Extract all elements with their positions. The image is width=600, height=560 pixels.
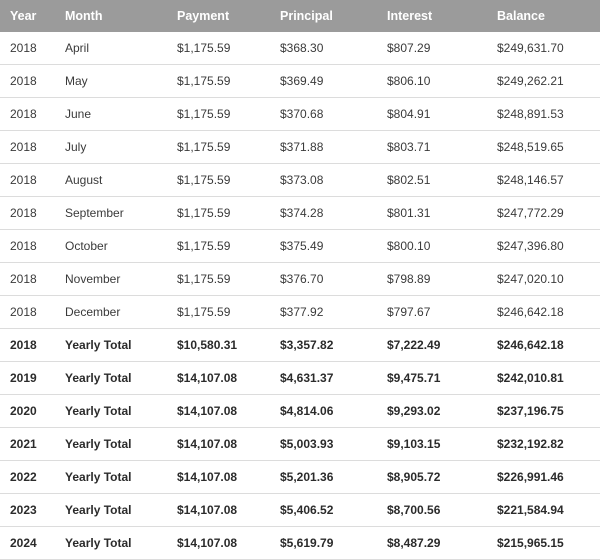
cell-month: Yearly Total <box>55 428 167 461</box>
cell-balance: $247,020.10 <box>487 263 600 296</box>
cell-principal: $5,003.93 <box>270 428 377 461</box>
cell-month: May <box>55 65 167 98</box>
cell-year: 2021 <box>0 428 55 461</box>
cell-principal: $4,631.37 <box>270 362 377 395</box>
cell-month: Yearly Total <box>55 527 167 560</box>
cell-year: 2018 <box>0 197 55 230</box>
table-row <box>0 527 600 560</box>
cell-interest: $800.10 <box>377 230 487 263</box>
cell-payment: $10,580.31 <box>167 329 270 362</box>
cell-principal: $5,619.79 <box>270 527 377 560</box>
cell-month: July <box>55 131 167 164</box>
table-row <box>0 131 600 164</box>
column-header-principal[interactable]: Principal <box>270 0 377 32</box>
cell-balance: $232,192.82 <box>487 428 600 461</box>
cell-balance: $249,262.21 <box>487 65 600 98</box>
cell-interest: $803.71 <box>377 131 487 164</box>
cell-payment: $1,175.59 <box>167 164 270 197</box>
cell-interest: $804.91 <box>377 98 487 131</box>
cell-principal: $375.49 <box>270 230 377 263</box>
cell-year: 2018 <box>0 32 55 65</box>
cell-interest: $7,222.49 <box>377 329 487 362</box>
column-header-balance[interactable]: Balance <box>487 0 600 32</box>
table-row <box>0 461 600 494</box>
cell-balance: $226,991.46 <box>487 461 600 494</box>
table-row <box>0 494 600 527</box>
cell-balance: $249,631.70 <box>487 32 600 65</box>
cell-month: August <box>55 164 167 197</box>
cell-balance: $246,642.18 <box>487 296 600 329</box>
cell-month: November <box>55 263 167 296</box>
cell-payment: $1,175.59 <box>167 98 270 131</box>
cell-principal: $370.68 <box>270 98 377 131</box>
table-header-row <box>0 0 600 32</box>
cell-payment: $14,107.08 <box>167 395 270 428</box>
cell-year: 2018 <box>0 98 55 131</box>
cell-interest: $8,487.29 <box>377 527 487 560</box>
cell-month: October <box>55 230 167 263</box>
cell-month: Yearly Total <box>55 395 167 428</box>
table-row <box>0 32 600 65</box>
cell-month: December <box>55 296 167 329</box>
table-row <box>0 329 600 362</box>
cell-month: June <box>55 98 167 131</box>
column-header-payment[interactable]: Payment <box>167 0 270 32</box>
cell-balance: $221,584.94 <box>487 494 600 527</box>
cell-interest: $9,293.02 <box>377 395 487 428</box>
table-row <box>0 98 600 131</box>
cell-balance: $242,010.81 <box>487 362 600 395</box>
cell-payment: $14,107.08 <box>167 494 270 527</box>
cell-balance: $246,642.18 <box>487 329 600 362</box>
cell-payment: $1,175.59 <box>167 131 270 164</box>
cell-interest: $806.10 <box>377 65 487 98</box>
table-row <box>0 428 600 461</box>
table-row <box>0 296 600 329</box>
cell-month: Yearly Total <box>55 329 167 362</box>
cell-payment: $14,107.08 <box>167 527 270 560</box>
cell-balance: $215,965.15 <box>487 527 600 560</box>
table-row <box>0 362 600 395</box>
cell-principal: $374.28 <box>270 197 377 230</box>
cell-principal: $373.08 <box>270 164 377 197</box>
column-header-month[interactable]: Month <box>55 0 167 32</box>
cell-interest: $8,700.56 <box>377 494 487 527</box>
cell-interest: $8,905.72 <box>377 461 487 494</box>
cell-payment: $14,107.08 <box>167 362 270 395</box>
cell-year: 2018 <box>0 164 55 197</box>
cell-principal: $369.49 <box>270 65 377 98</box>
cell-principal: $4,814.06 <box>270 395 377 428</box>
cell-interest: $798.89 <box>377 263 487 296</box>
cell-year: 2024 <box>0 527 55 560</box>
cell-year: 2023 <box>0 494 55 527</box>
cell-interest: $9,103.15 <box>377 428 487 461</box>
cell-balance: $248,891.53 <box>487 98 600 131</box>
cell-payment: $1,175.59 <box>167 65 270 98</box>
cell-payment: $1,175.59 <box>167 263 270 296</box>
table-row <box>0 395 600 428</box>
cell-year: 2019 <box>0 362 55 395</box>
table-row <box>0 65 600 98</box>
cell-year: 2020 <box>0 395 55 428</box>
cell-year: 2018 <box>0 296 55 329</box>
cell-balance: $247,396.80 <box>487 230 600 263</box>
cell-principal: $377.92 <box>270 296 377 329</box>
table-row <box>0 230 600 263</box>
cell-interest: $802.51 <box>377 164 487 197</box>
cell-year: 2018 <box>0 230 55 263</box>
cell-balance: $247,772.29 <box>487 197 600 230</box>
cell-principal: $371.88 <box>270 131 377 164</box>
cell-year: 2018 <box>0 263 55 296</box>
cell-payment: $1,175.59 <box>167 230 270 263</box>
cell-payment: $14,107.08 <box>167 461 270 494</box>
cell-year: 2018 <box>0 329 55 362</box>
table-row <box>0 263 600 296</box>
column-header-year[interactable]: Year <box>0 0 55 32</box>
cell-principal: $5,201.36 <box>270 461 377 494</box>
cell-month: Yearly Total <box>55 362 167 395</box>
table-body <box>0 32 600 560</box>
cell-principal: $368.30 <box>270 32 377 65</box>
cell-balance: $237,196.75 <box>487 395 600 428</box>
cell-payment: $1,175.59 <box>167 32 270 65</box>
cell-month: April <box>55 32 167 65</box>
cell-interest: $9,475.71 <box>377 362 487 395</box>
cell-year: 2022 <box>0 461 55 494</box>
cell-principal: $5,406.52 <box>270 494 377 527</box>
cell-payment: $14,107.08 <box>167 428 270 461</box>
cell-balance: $248,519.65 <box>487 131 600 164</box>
table-row <box>0 197 600 230</box>
cell-year: 2018 <box>0 65 55 98</box>
cell-interest: $807.29 <box>377 32 487 65</box>
table-header <box>0 0 600 32</box>
cell-month: Yearly Total <box>55 494 167 527</box>
cell-interest: $797.67 <box>377 296 487 329</box>
table-row <box>0 164 600 197</box>
cell-balance: $248,146.57 <box>487 164 600 197</box>
cell-principal: $376.70 <box>270 263 377 296</box>
cell-year: 2018 <box>0 131 55 164</box>
cell-interest: $801.31 <box>377 197 487 230</box>
cell-payment: $1,175.59 <box>167 197 270 230</box>
cell-principal: $3,357.82 <box>270 329 377 362</box>
cell-month: Yearly Total <box>55 461 167 494</box>
cell-month: September <box>55 197 167 230</box>
cell-payment: $1,175.59 <box>167 296 270 329</box>
column-header-interest[interactable]: Interest <box>377 0 487 32</box>
